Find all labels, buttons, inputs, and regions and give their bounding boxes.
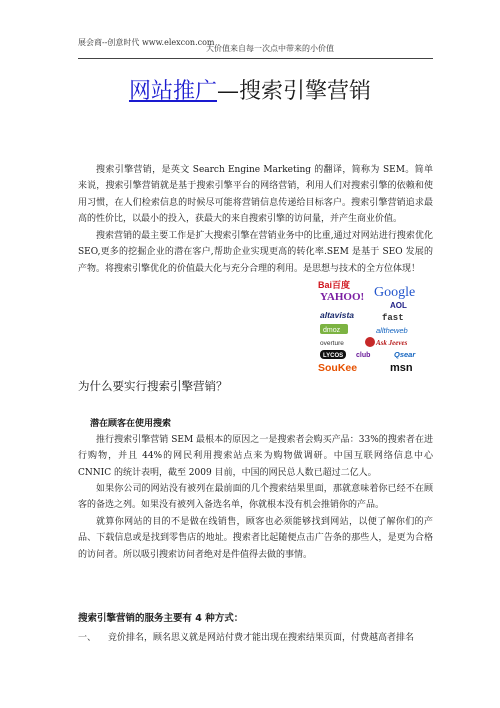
section-heading-service-types: 搜索引擎营销的服务主要有 4 种方式： bbox=[78, 613, 244, 624]
intro-paragraph-2: 搜索营销的最主要工作是扩大搜索引擎在营销业务中的比重,通过对网站进行搜索优化SEO,更多的挖掘企业的潜在客户,帮助企业实现更高的转化率.SEM 是基于 SEO 发展的产物。将搜索引擎优化的价值最大化与充分合理的利用。是思想与技术的全方位体现！ bbox=[78, 231, 433, 274]
google-logo: Google bbox=[374, 285, 416, 300]
altavista-logo: altavista bbox=[320, 310, 355, 320]
subheading-potential-customers: 潜在顾客在使用搜索 bbox=[90, 419, 172, 429]
section1-paragraph-2: 如果你公司的网站没有被列在最前面的几个搜索结果里面，那就意味着你已经不在顾客的备选之列。如果没有被列入备选名单，你就根本没有机会推销你的产品。 bbox=[78, 484, 433, 511]
title-link[interactable]: 网站推广 bbox=[128, 79, 217, 104]
baidu-logo: Bai百度 bbox=[318, 280, 351, 290]
header-site-text: 展会商--创意时代 www.elexcon.com bbox=[78, 38, 215, 47]
section1-paragraph-3: 就算你网站的目的不是做在线销售，顾客也必须能够找到网站，以便了解你们的产品、下载信息或是找到零售店的地址。搜索者比起随便点击广告条的那些人，是更为合格的访问者。所以吸引搜索访问者绝对是件值得去做的事情。 bbox=[78, 517, 433, 560]
intro-paragraph-1: 搜索引擎营销，是英文 Search Engine Marketing 的翻译，简称为 SEM。简单来说，搜索引擎营销就是基于搜索引擎平台的网络营销，利用人们对搜索引擎的依赖和使用习惯，在人们检索信息的时候尽可能将营销信息传递给目标客户。搜索引擎营销追求最高的性价比，以最小的投入，获最大的来自搜索引擎的访问量，并产生商业价值。 bbox=[78, 165, 433, 225]
ask-badge bbox=[365, 337, 375, 347]
msn-logo: msn bbox=[390, 362, 413, 372]
lycos-logo: LYCOS bbox=[323, 353, 344, 359]
list-item-text: 竞价排名，顾名思义就是网站付费才能出现在搜索结果页面，付费越高者排名 bbox=[108, 633, 415, 643]
fast-logo: fast bbox=[382, 313, 404, 323]
dmoz-logo: dmoz bbox=[323, 327, 341, 334]
yahoo-logo: YAHOO! bbox=[320, 291, 365, 303]
header-slogan: 大价值来自每一次点中带来的小价值 bbox=[206, 44, 334, 53]
soukee-logo: SouKee bbox=[318, 362, 358, 372]
section1-paragraph-1: 推行搜索引擎营销 SEM 最根本的原因之一是搜索者会购买产品：33%的搜索者在进行购物，并且 44%的网民利用搜索站点来为购物做调研。中国互联网络信息中心 CNNIC 的统计表明，截至 2009 目前，中国的网民总人数已超过二亿人。 bbox=[78, 435, 433, 478]
page-header bbox=[78, 28, 433, 60]
title-rest: —搜索引擎营销 bbox=[217, 79, 372, 104]
search-engine-logos bbox=[316, 276, 434, 372]
aol-logo: AOL bbox=[390, 301, 407, 310]
alltheweb-logo: alltheweb bbox=[376, 326, 408, 335]
header-divider bbox=[78, 58, 433, 59]
page-title bbox=[0, 74, 500, 105]
ask-logo: Ask Jeeves bbox=[376, 339, 408, 347]
qsear-logo: Qsear bbox=[394, 350, 416, 359]
overture-logo: overture bbox=[320, 340, 344, 347]
club-logo: club bbox=[356, 352, 371, 359]
list-item-number: 一、 bbox=[78, 633, 97, 643]
list-item-1 bbox=[78, 630, 414, 643]
section-heading-why-sem: 为什么要实行搜索引擎营销？ bbox=[78, 379, 228, 393]
